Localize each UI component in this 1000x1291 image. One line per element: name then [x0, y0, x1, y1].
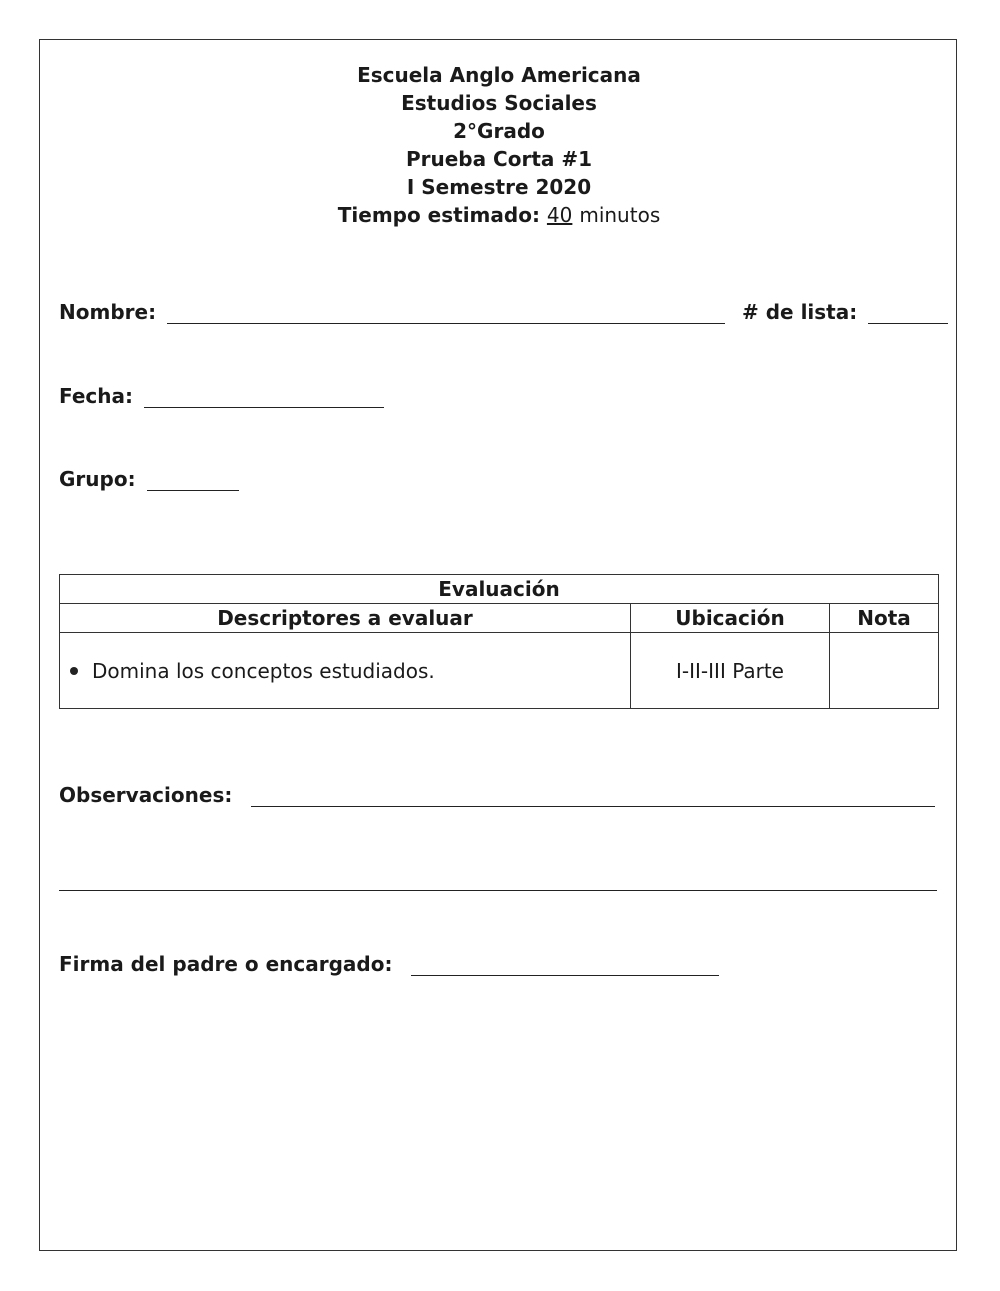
evaluation-title: Evaluación: [60, 575, 939, 604]
test-title: Prueba Corta #1: [405, 147, 593, 171]
descriptor-cell: [60, 633, 631, 709]
evaluation-table: [59, 574, 939, 709]
school-name: Escuela Anglo Americana: [357, 63, 641, 87]
grupo-row: [59, 467, 239, 491]
bullet-icon: [70, 667, 78, 675]
nombre-row: [59, 300, 948, 324]
table-row: [60, 633, 939, 709]
firma-blank[interactable]: [411, 955, 719, 976]
grupo-blank[interactable]: [147, 470, 239, 491]
nota-cell[interactable]: [830, 633, 939, 709]
lista-label: # de lista:: [742, 300, 858, 324]
fecha-blank[interactable]: [144, 387, 384, 408]
subject-name: Estudios Sociales: [401, 91, 597, 115]
observaciones-blank[interactable]: [251, 786, 935, 807]
fecha-row: [59, 384, 384, 408]
nombre-label: Nombre:: [59, 300, 157, 324]
col-ubicacion: Ubicación: [631, 604, 830, 633]
observaciones-row: [59, 783, 935, 807]
nombre-blank[interactable]: [167, 303, 725, 324]
col-nota: Nota: [830, 604, 939, 633]
ubicacion-cell: I-II-III Parte: [631, 633, 830, 709]
observaciones-label: Observaciones:: [59, 783, 233, 807]
estimated-time: [0, 201, 998, 229]
time-label: Tiempo estimado:: [337, 203, 540, 227]
lista-blank[interactable]: [868, 303, 948, 324]
semester-label: I Semestre 2020: [406, 175, 592, 199]
time-value: 40: [546, 203, 573, 227]
grade-label: 2°Grado: [453, 119, 545, 143]
grupo-label: Grupo:: [59, 467, 136, 491]
fecha-label: Fecha:: [59, 384, 134, 408]
firma-label: Firma del padre o encargado:: [59, 952, 393, 976]
observaciones-blank-2[interactable]: [59, 870, 937, 891]
document-header: [0, 61, 998, 229]
firma-row: [59, 952, 719, 976]
descriptor-text: Domina los conceptos estudiados.: [92, 658, 435, 683]
time-unit: minutos: [579, 203, 661, 227]
col-descriptores: Descriptores a evaluar: [60, 604, 631, 633]
